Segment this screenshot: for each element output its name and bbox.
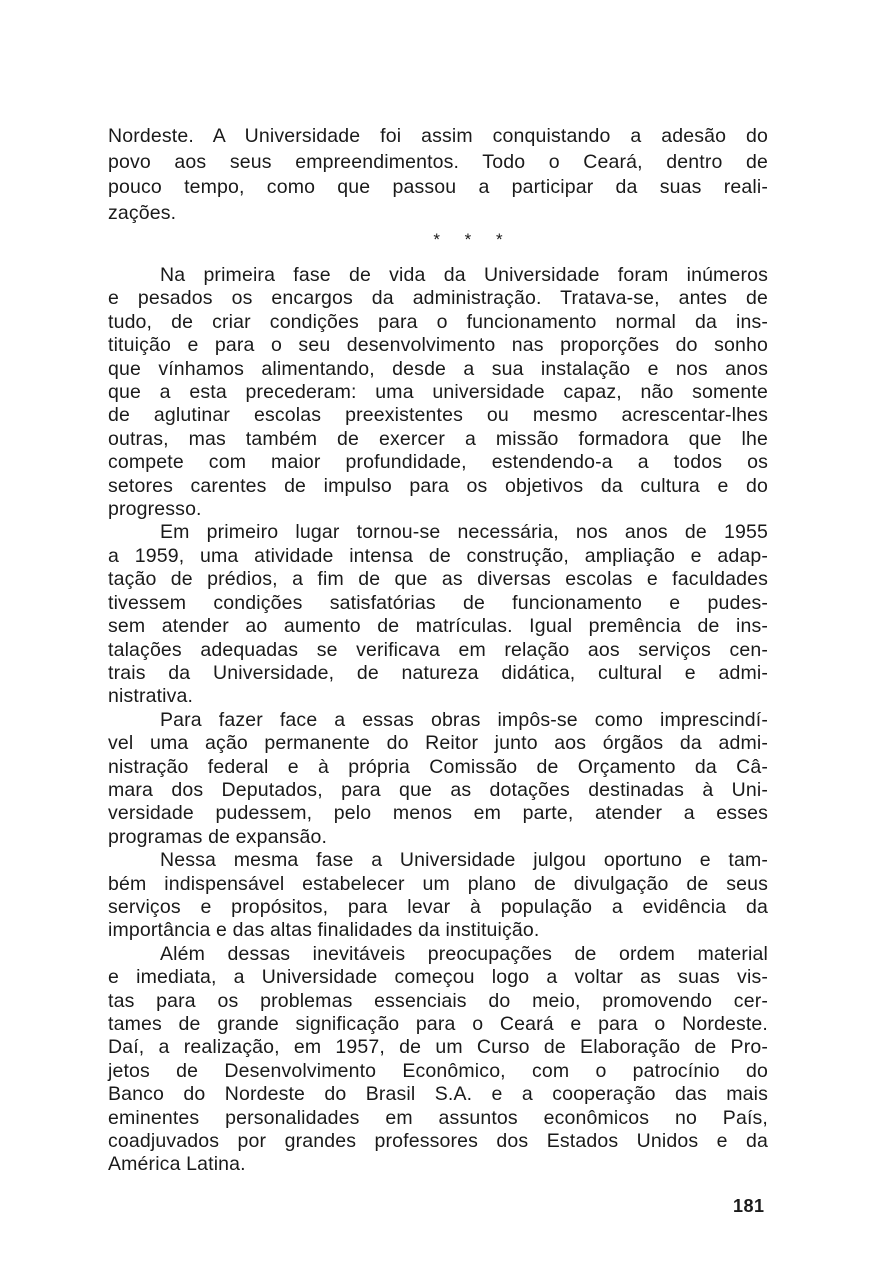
text-line: e pesados os encargos da administração. Tratava-se, antes de <box>108 287 768 310</box>
text-line: sem atender ao aumento de matrículas. Igual premência de ins- <box>108 615 768 638</box>
text-line: Daí, a realização, em 1957, de um Curso de Elaboração de Pro- <box>108 1036 768 1059</box>
text-line: setores carentes de impulso para os objetivos da cultura e do <box>108 474 768 497</box>
text-line: Nordeste. A Universidade foi assim conquistando a adesão do <box>108 125 768 147</box>
text-line: bém indispensável estabelecer um plano de divulgação de seus <box>108 872 768 895</box>
text-line: tivessem condições satisfatórias de funcionamento e pudes- <box>108 591 768 614</box>
text-line: e imediata, a Universidade começou logo a voltar as suas vis- <box>108 966 768 989</box>
text-line: outras, mas também de exercer a missão formadora que lhe <box>108 427 768 450</box>
text-line: que a esta precederam: uma universidade capaz, não somente <box>108 381 768 404</box>
text-line: Além dessas inevitáveis preocupações de ordem material <box>160 942 768 965</box>
text-line: de aglutinar escolas preexistentes ou mesmo acrescentar-lhes <box>108 404 768 427</box>
paragraph-3 <box>108 709 768 849</box>
text-line: Banco do Nordeste do Brasil S.A. e a cooperação das mais <box>108 1083 768 1106</box>
text-line: Para fazer face a essas obras impôs-se como imprescindí- <box>160 708 768 731</box>
section-separator: * * * <box>433 230 513 249</box>
text-line: progresso. <box>108 498 202 521</box>
text-line: tituição e para o seu desenvolvimento nas proporções do sonho <box>108 334 768 357</box>
text-line: a 1959, uma atividade intensa de construção, ampliação e adap- <box>108 544 768 567</box>
text-line: vel uma ação permanente do Reitor junto aos órgãos da admi- <box>108 732 768 755</box>
text-line: trais da Universidade, de natureza didática, cultural e admi- <box>108 661 768 684</box>
paragraph-5 <box>108 943 768 1177</box>
text-line: talações adequadas se verificava em relação aos serviços cen- <box>108 638 768 661</box>
text-line: eminentes personalidades em assuntos econômicos no País, <box>108 1106 768 1129</box>
text-line: versidade pudessem, pelo menos em parte, atender a esses <box>108 802 768 825</box>
text-line: Em primeiro lugar tornou-se necessária, nos anos de 1955 <box>160 521 768 544</box>
paragraph-1 <box>108 264 768 521</box>
text-line: compete com maior profundidade, estendendo-a a todos os <box>108 451 768 474</box>
text-line: jetos de Desenvolvimento Econômico, com o patrocínio do <box>108 1059 768 1082</box>
text-line: programas de expansão. <box>108 825 328 848</box>
text-line: tudo, de criar condições para o funcionamento normal da ins- <box>108 310 768 333</box>
text-line: nistrativa. <box>108 685 194 708</box>
text-line: importância e das altas finalidades da instituição. <box>108 919 540 942</box>
book-page <box>108 124 768 1177</box>
text-line: tas para os problemas essenciais do meio, promovendo cer- <box>108 989 768 1012</box>
text-line: Na primeira fase de vida da Universidade foram inúmeros <box>160 264 768 286</box>
text-line: tação de prédios, a fim de que as diversas escolas e faculdades <box>108 568 768 591</box>
text-line: coadjuvados por grandes professores dos Estados Unidos e da <box>108 1130 768 1153</box>
text-line: Nessa mesma fase a Universidade julgou oportuno e tam- <box>160 849 768 872</box>
text-line: tames de grande significação para o Ceará e para o Nordeste. <box>108 1013 768 1035</box>
text-line: mara dos Deputados, para que as dotações destinadas à Uni- <box>108 778 768 801</box>
text-line: nistração federal e à própria Comissão de Orçamento da Câ- <box>108 755 768 778</box>
paragraph-2 <box>108 521 768 708</box>
text-line: América Latina. <box>108 1153 246 1176</box>
text-line: pouco tempo, como que passou a participar da suas reali- <box>108 176 768 198</box>
text-line: que vínhamos alimentando, desde a sua instalação e nos anos <box>108 357 768 380</box>
paragraph-4 <box>108 849 768 943</box>
text-line: zações. <box>108 201 177 224</box>
text-line: povo aos seus empreendimentos. Todo o Ceará, dentro de <box>108 150 768 173</box>
paragraph-continuation <box>108 124 768 226</box>
page-number: 181 <box>733 1196 765 1216</box>
text-line: serviços e propósitos, para levar à população a evidência da <box>108 895 768 918</box>
